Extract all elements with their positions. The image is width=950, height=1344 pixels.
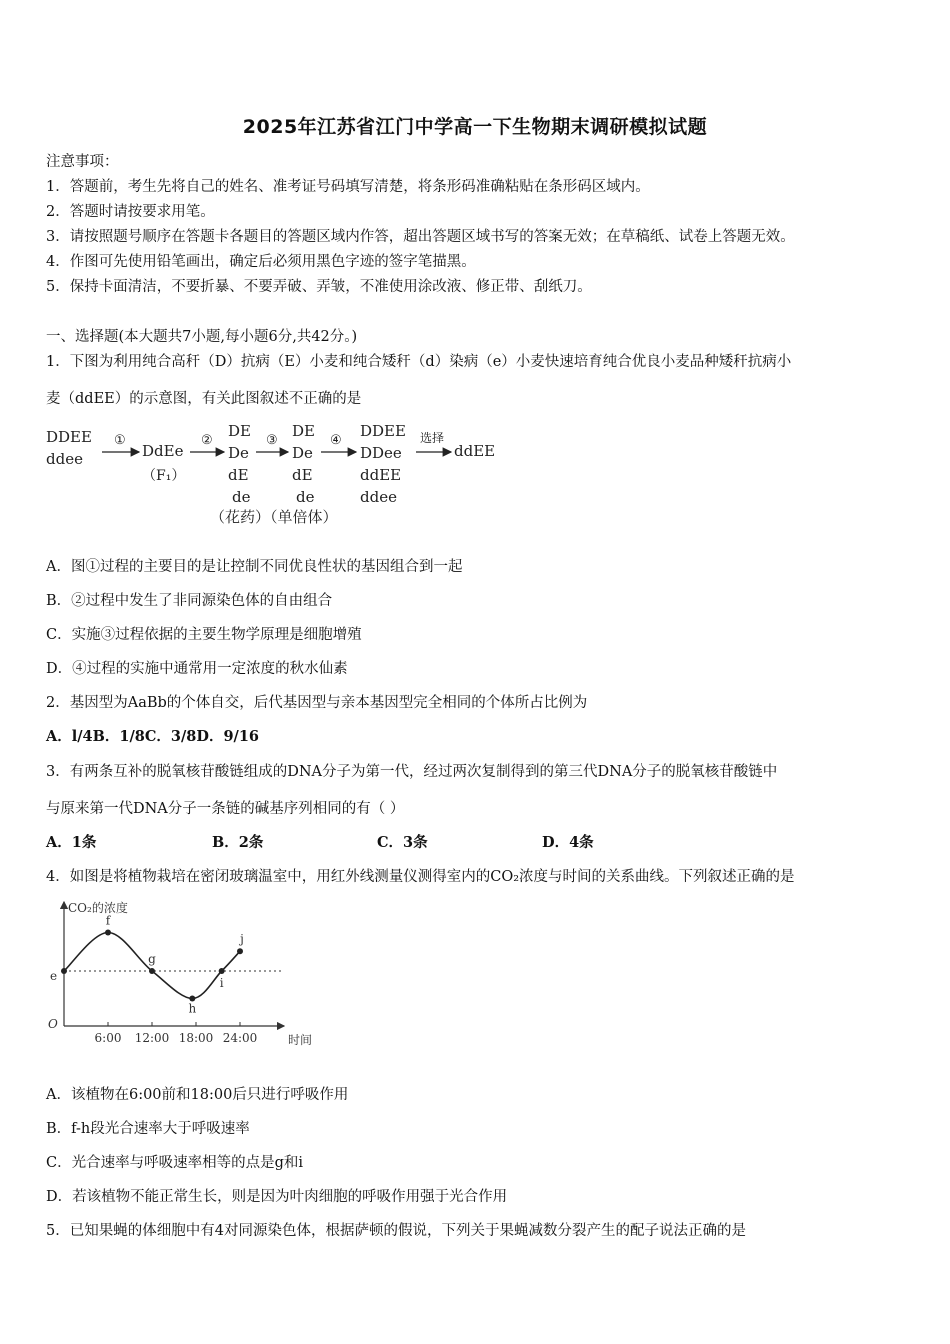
note-item: 3．请按照题号顺序在答题卡各题目的答题区域内作答，超出答题区域书写的答案无效；在草稿纸、试卷上答题无效。 <box>46 229 795 245</box>
q3-option-b: B．2条 <box>212 834 264 851</box>
select-label: 选择 <box>420 431 445 445</box>
q1-option-a: A．图①过程的主要目的是让控制不同优良性状的基因组合到一起 <box>46 559 463 575</box>
diagram-caption: （花药）（单倍体） <box>210 508 338 526</box>
point-label: f <box>105 913 111 928</box>
breeding-diagram <box>44 418 514 530</box>
f1-label: （F₁） <box>142 468 186 484</box>
f1-genotype: DdEe <box>142 442 184 460</box>
note-item: 1．答题前，考生先将自己的姓名、准考证号码填写清楚，将条形码准确粘贴在条形码区域内。 <box>46 179 650 195</box>
parent-genotype: ddee <box>46 450 83 468</box>
haploid-genotype: dE <box>292 466 313 484</box>
q2-options: A．l/4B．1/8C．3/8D．9/16 <box>46 728 260 745</box>
q1-option-d: D．④过程的实施中通常用一定浓度的秋水仙素 <box>46 661 348 677</box>
q4-stem: 4．如图是将植物栽培在密闭玻璃温室中，用红外线测量仪测得室内的CO₂浓度与时间的关系曲线。下列叙述正确的是 <box>46 869 795 885</box>
data-point <box>219 968 225 974</box>
gamete-genotype: DE <box>228 422 251 440</box>
section-heading: 一、选择题(本大题共7小题,每小题6分,共42分。) <box>46 329 358 345</box>
note-item: 2．答题时请按要求用笔。 <box>46 204 215 220</box>
point-label: h <box>188 1001 197 1016</box>
step-label: ③ <box>266 433 278 448</box>
parent-genotype: DDEE <box>46 428 92 446</box>
q3-stem-line2: 与原来第一代DNA分子一条链的碱基序列相同的有（ ） <box>46 801 405 817</box>
data-point <box>61 968 67 974</box>
q1-option-b: B．②过程中发生了非同源染色体的自由组合 <box>46 593 333 609</box>
q5-stem: 5．已知果蝇的体细胞中有4对同源染色体，根据萨顿的假说，下列关于果蝇减数分裂产生的配子说法正确的是 <box>46 1223 746 1239</box>
result-genotype: ddEE <box>454 442 496 460</box>
q3-option-c: C．3条 <box>377 834 428 851</box>
page-title: 2025年江苏省江门中学高一下生物期末调研模拟试题 <box>242 116 708 138</box>
data-point <box>237 948 243 954</box>
q2-stem: 2．基因型为AaBb的个体自交，后代基因型与亲本基因型完全相同的个体所占比例为 <box>46 695 588 711</box>
point-label: g <box>148 952 156 966</box>
x-tick-label: 18:00 <box>178 1031 214 1045</box>
q4-option-a: A．该植物在6:00前和18:00后只进行呼吸作用 <box>46 1087 349 1103</box>
doubled-genotype: ddEE <box>360 466 402 484</box>
doubled-genotype: DDEE <box>360 422 406 440</box>
gamete-genotype: De <box>228 444 249 462</box>
step-label: ① <box>114 433 126 448</box>
q1-stem-line2: 麦（ddEE）的示意图，有关此图叙述不正确的是 <box>46 391 362 407</box>
q1-option-c: C．实施③过程依据的主要生物学原理是细胞增殖 <box>46 627 362 643</box>
haploid-genotype: de <box>296 488 315 506</box>
point-label: i <box>219 976 224 990</box>
breeding-diagram-svg <box>44 418 514 530</box>
x-axis-label: 时间 <box>288 1033 313 1047</box>
q4-option-b: B．f-h段光合速率大于呼吸速率 <box>46 1121 250 1137</box>
doubled-genotype: ddee <box>360 488 397 506</box>
q3-option-a: A．1条 <box>46 834 97 851</box>
q3-option-d: D．4条 <box>542 834 594 851</box>
x-tick-label: 6:00 <box>94 1031 122 1045</box>
note-item: 5．保持卡面清洁，不要折暴、不要弄破、弄皱，不准使用涂改液、修正带、刮纸刀。 <box>46 279 592 295</box>
q3-stem-line1: 3．有两条互补的脱氧核苷酸链组成的DNA分子为第一代，经过两次复制得到的第三代DNA分子的脱氧核苷酸链中 <box>46 764 778 780</box>
notes-heading: 注意事项： <box>46 154 119 170</box>
gamete-genotype: dE <box>228 466 249 484</box>
q4-option-c: C．光合速率与呼吸速率相等的点是g和i <box>46 1155 304 1171</box>
haploid-genotype: DE <box>292 422 315 440</box>
origin-label: O <box>48 1017 58 1031</box>
point-label: j <box>240 932 244 947</box>
note-item: 4．作图可先使用铅笔画出，确定后必须用黑色字迹的签字笔描黑。 <box>46 254 476 270</box>
x-tick-label: 24:00 <box>222 1031 258 1045</box>
y-axis-label: CO₂的浓度 <box>68 901 128 915</box>
q4-option-d: D．若该植物不能正常生长，则是因为叶肉细胞的呼吸作用强于光合作用 <box>46 1189 508 1205</box>
haploid-genotype: De <box>292 444 313 462</box>
x-tick-label: 12:00 <box>134 1031 170 1045</box>
gamete-genotype: de <box>232 488 251 506</box>
baseline-label: e <box>50 969 58 983</box>
q1-stem-line1: 1．下图为利用纯合高秆（D）抗病（E）小麦和纯合矮秆（d）染病（e）小麦快速培育纯合优良小麦品种矮秆抗病小 <box>46 354 792 370</box>
co2-chart <box>44 896 334 1056</box>
step-label: ④ <box>330 433 342 448</box>
data-point <box>105 930 111 936</box>
co2-chart-svg <box>44 896 334 1056</box>
data-point <box>149 968 155 974</box>
step-label: ② <box>201 433 213 448</box>
doubled-genotype: DDee <box>360 444 402 462</box>
